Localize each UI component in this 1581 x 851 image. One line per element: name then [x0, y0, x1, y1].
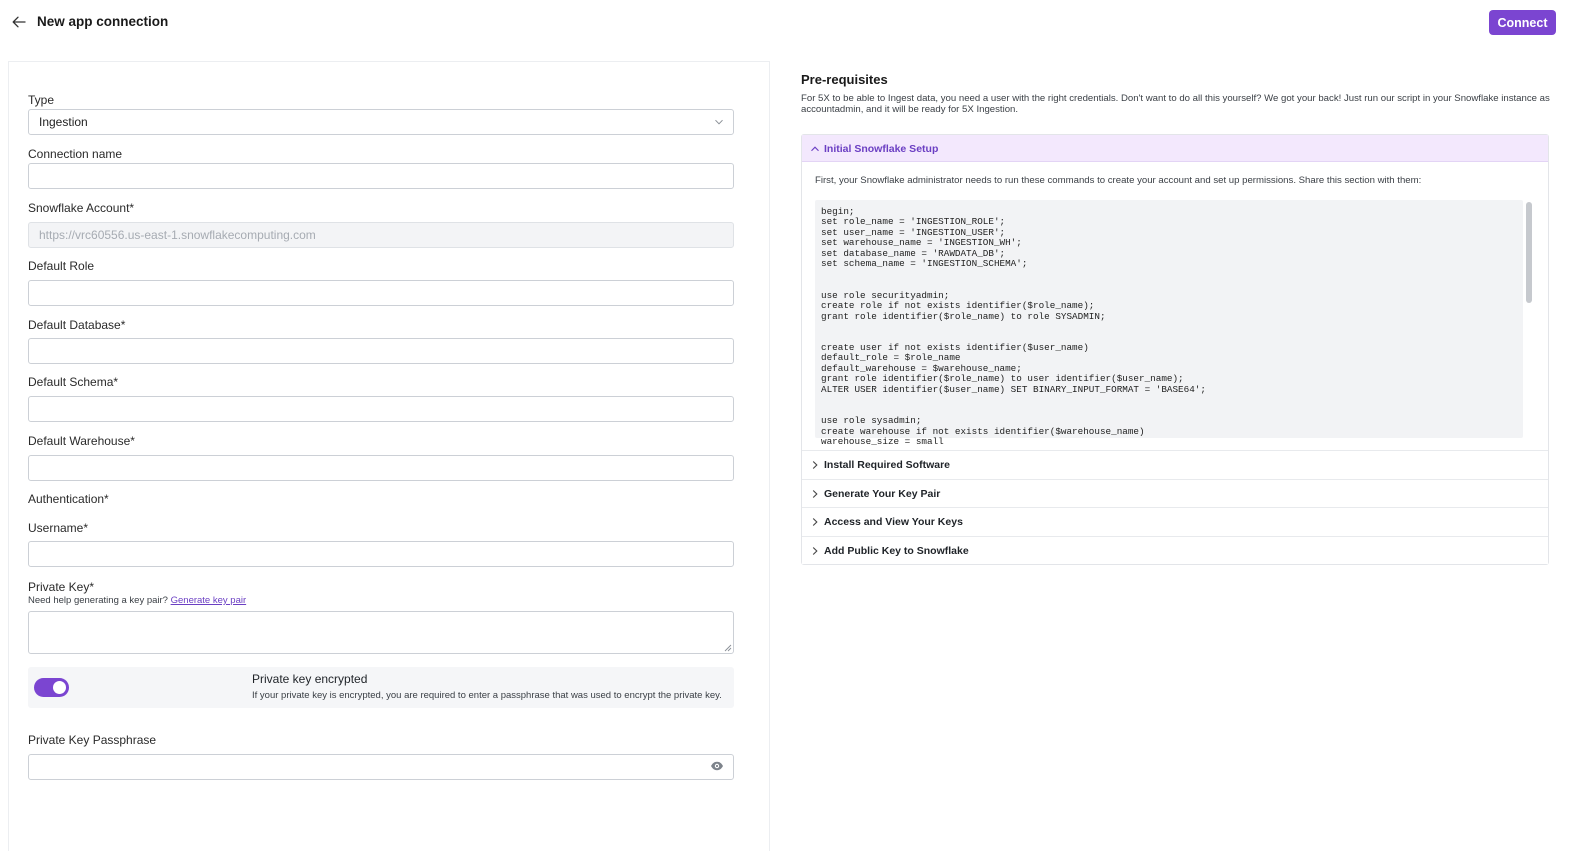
type-label: Type — [28, 93, 55, 107]
default-database-label: Default Database* — [28, 318, 126, 332]
passphrase-input[interactable] — [28, 754, 734, 780]
type-select-value: Ingestion — [39, 115, 88, 129]
section-initial-snowflake-setup[interactable] — [802, 135, 1548, 162]
arrow-left-icon[interactable] — [11, 14, 27, 30]
page-title: New app connection — [37, 14, 169, 29]
default-warehouse-label: Default Warehouse* — [28, 434, 135, 448]
default-role-input[interactable] — [28, 280, 734, 306]
section-install-required-software[interactable] — [802, 450, 1548, 478]
section-label: Access and View Your Keys — [824, 516, 963, 528]
type-select[interactable] — [28, 109, 734, 135]
chevron-right-icon — [810, 546, 820, 556]
prerequisites-accordion — [801, 134, 1549, 565]
snowflake-account-input[interactable] — [28, 222, 734, 248]
section-label: Install Required Software — [824, 459, 951, 471]
section-label: Generate Your Key Pair — [824, 488, 941, 500]
top-bar — [0, 0, 1581, 44]
username-input[interactable] — [28, 541, 734, 567]
chevron-down-icon — [714, 117, 724, 127]
private-key-textarea[interactable] — [28, 611, 734, 654]
chevron-right-icon — [810, 460, 820, 470]
connect-button[interactable]: Connect — [1489, 10, 1556, 35]
prerequisites-title: Pre-requisites — [801, 72, 888, 87]
connection-name-input[interactable] — [28, 163, 734, 189]
default-schema-input[interactable] — [28, 396, 734, 422]
default-warehouse-input[interactable] — [28, 455, 734, 481]
authentication-label: Authentication* — [28, 492, 109, 506]
code-scrollbar[interactable] — [1526, 202, 1532, 303]
setup-intro-text: First, your Snowflake administrator needs to run these commands to create your account and set up permissions. Share this section with them: — [815, 175, 1422, 186]
connection-name-label: Connection name — [28, 147, 123, 161]
prerequisites-description: For 5X to be able to Ingest data, you need a user with the right credentials. Don't want to do all this yourself? We got your back! Just run our script in your Snowflake instance as accountadmin, and it will be ready for 5X Ingestion. — [801, 93, 1550, 115]
eye-icon[interactable] — [710, 761, 724, 771]
setup-code: begin; set role_name = 'INGESTION_ROLE'; set user_name = 'INGESTION_USER'; set warehouse_name = 'INGESTION_WH'; set database_name = 'RAWDATA_DB'; set schema_name = 'INGESTION_SCHEMA'; use role securityadmin; create role if not exists identifier($role_name); grant role identifier($role_name) to role SYSADMIN; create user if not exists identifier($user_name) default_role = $role_name default_warehouse = $warehouse_name; grant role identifier($role_name) to user identifier($user_name); ALTER USER identifier($user_name) SET BINARY_INPUT_FORMAT = 'BASE64'; use role sysadmin; create warehouse if not exists identifier($warehouse_name) warehouse_size = small — [821, 206, 1206, 447]
private-key-encrypted-toggle[interactable] — [34, 678, 69, 697]
chevron-up-icon — [810, 144, 820, 154]
toggle-description: If your private key is encrypted, you are required to enter a passphrase that was used to encrypt the private key. — [252, 690, 722, 701]
section-add-public-key-to-snowflake[interactable] — [802, 536, 1548, 564]
private-key-label: Private Key* — [28, 580, 95, 594]
toggle-title: Private key encrypted — [252, 672, 368, 686]
section-label: Initial Snowflake Setup — [824, 143, 939, 155]
setup-code-block[interactable] — [815, 200, 1523, 447]
encrypted-toggle-box — [28, 667, 734, 708]
default-role-label: Default Role — [28, 259, 95, 273]
chevron-right-icon — [810, 489, 820, 499]
private-key-help — [28, 595, 246, 606]
passphrase-label: Private Key Passphrase — [28, 733, 157, 747]
default-schema-label: Default Schema* — [28, 375, 119, 389]
username-label: Username* — [28, 521, 89, 535]
section-label: Add Public Key to Snowflake — [824, 545, 969, 557]
section-generate-your-key-pair[interactable] — [802, 479, 1548, 507]
toggle-knob — [53, 681, 66, 694]
generate-key-pair-link[interactable]: Generate key pair — [170, 595, 247, 606]
resize-grip-icon[interactable] — [724, 644, 732, 652]
snowflake-account-label: Snowflake Account* — [28, 201, 135, 215]
section-access-and-view-your-keys[interactable] — [802, 507, 1548, 535]
private-key-help-text: Need help generating a key pair? — [28, 595, 168, 606]
chevron-right-icon — [810, 517, 820, 527]
default-database-input[interactable] — [28, 338, 734, 364]
